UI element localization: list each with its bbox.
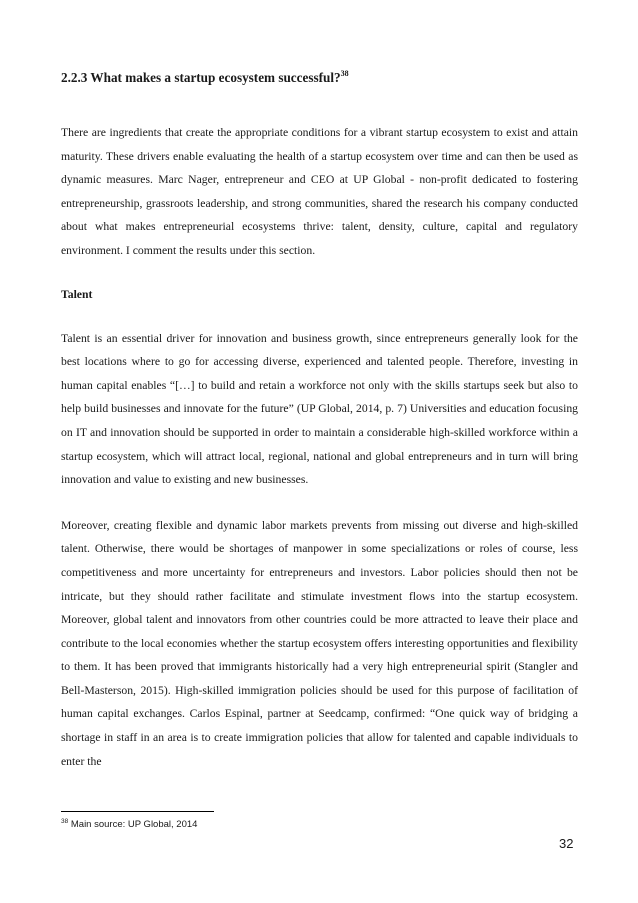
footnote-reference: 38 — [340, 69, 349, 78]
page-number: 32 — [559, 836, 574, 851]
footnote-text: Main source: UP Global, 2014 — [68, 819, 198, 830]
talent-paragraph-1: Talent is an essential driver for innovation and business growth, since entrepreneurs generally look for the best locations where to go for accessing diverse, experienced and talented people. Therefore, investing in human capital enables “[…] to build and retain a workforce not only with the skills startups seek but also to help build businesses and innovate for the future” (UP Global, 2014, p. 7) Universities and education focusing on IT and innovation should be supported in order to maintain a considerable high-skilled workforce within a startup ecosystem, which will attract local, regional, national and global entrepreneurs and in turn will bring innovation and value to existing and new businesses. — [61, 331, 578, 487]
footnote-number: 38 — [61, 818, 69, 825]
talent-paragraph-2: Moreover, creating flexible and dynamic labor markets prevents from missing out diverse and high-skilled talent. Otherwise, there would be shortages of manpower in some specializations or roles of course, less competitiveness and more uncertainty for entrepreneurs and investors. Labor policies should then not be intricate, but they should rather facilitate and stimulate investment flows into the startup ecosystem. Moreover, global talent and innovators from other countries could be more attracted to leave their place and contribute to the local economies whether the startup ecosystem offers interesting opportunities and flexibility to them. It has been proved that immigrants historically had a very high entrepreneurial spirit (Stangler and Bell-Masterson, 2015). High-skilled immigration policies should be used for this purpose of facilitation of human capital exchanges. Carlos Espinal, partner at Seedcamp, confirmed: “One quick way of bridging a shortage in staff in an area is to create immigration policies that allow for talented and capable individuals to enter the — [61, 518, 578, 768]
section-heading — [61, 68, 578, 88]
footnote-divider — [61, 811, 214, 812]
talent-heading: Talent — [61, 287, 93, 301]
section-heading-text: 2.2.3 What makes a startup ecosystem successful? — [61, 70, 341, 85]
page-body — [61, 68, 578, 773]
footnote — [61, 819, 197, 830]
intro-paragraph: There are ingredients that create the appropriate conditions for a vibrant startup ecosystem to exist and attain maturity. These drivers enable evaluating the health of a startup ecosystem over time and can then be used as dynamic measures. Marc Nager, entrepreneur and CEO at UP Global - non-profit dedicated to fostering entrepreneurship, grassroots leadership, and strong communities, shared the research his company conducted about what makes entrepreneurial ecosystems thrive: talent, density, culture, capital and regulatory environment. I comment the results under this section. — [61, 126, 578, 257]
